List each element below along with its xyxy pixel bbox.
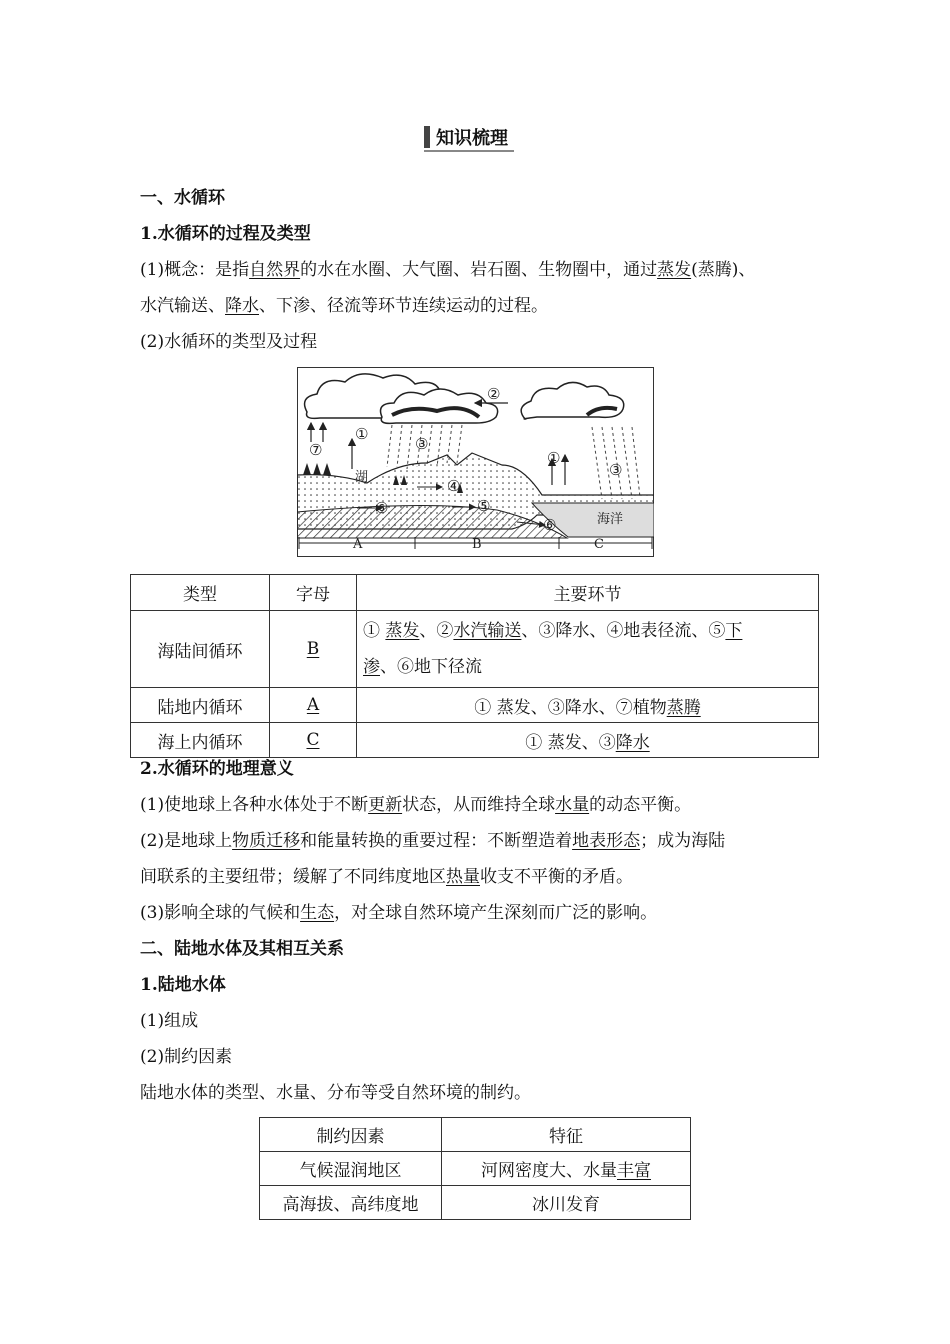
text: 水汽输送、 [140,296,225,316]
col-header: 主要环节 [357,575,819,611]
answer-blank: 水量 [555,795,590,815]
text: ① [363,621,386,641]
text: 的水在水圈、大气圈、岩石圈、生物圈中，通过 [300,260,658,280]
answer-blank: 渗 [363,657,380,677]
cell-factor: 气候湿润地区 [260,1152,442,1186]
col-header: 类型 [131,575,270,611]
text: (3)影响全球的气候和 [140,903,301,923]
subsection-title: 1.陆地水体 [140,975,226,995]
marker-6b: ⑥ [543,516,557,534]
text: (蒸腾)、 [691,260,756,280]
col-header: 制约因素 [260,1118,442,1152]
text: 、② [419,621,454,641]
marker-6: ⑥ [375,499,389,517]
table-header-row [131,575,819,611]
answer-blank: 丰富 [617,1161,651,1181]
answer-blank: 物质迁移 [232,831,301,851]
col-header: 字母 [270,575,357,611]
text: 河网密度大、水量 [481,1161,617,1181]
text: 的动态平衡。 [589,795,692,815]
cell-type: 海上内循环 [131,723,270,758]
answer-blank: 地表形态 [572,831,641,851]
text: 和能量转换的重要过程：不断塑造着 [300,831,573,851]
section1-heading: 一、水循环 [140,188,225,208]
text: 、下渗、径流等环节连续运动的过程。 [259,296,548,316]
text: (1)使地球上各种水体处于不断 [140,795,369,815]
cell-stages [357,611,819,688]
answer-blank: 下 [725,621,743,641]
answer-blank: 降水 [225,296,259,316]
factors-table [259,1117,691,1220]
item-composition: (1)组成 [140,1011,199,1031]
cell-type: 陆地内循环 [131,688,270,723]
answer-blank: 蒸发 [657,260,692,280]
item-factors: (2)制约因素 [140,1047,233,1067]
cell-letter: A [270,688,357,723]
water-cycle-diagram [297,367,654,557]
concept-line2 [140,296,548,316]
label-ocean: 海洋 [597,512,624,527]
badge-bar [424,126,430,148]
cycle-types-table [130,574,819,758]
text: (2)是地球上 [140,831,233,851]
cell-feature [442,1186,691,1220]
answer-blank: 蒸腾 [666,697,701,718]
answer-blank: 生态 [300,903,335,923]
label-a: A [353,537,363,552]
marker-5: ⑤ [477,497,491,515]
text: 状态，从而维持全球 [402,795,556,815]
table-row [131,723,819,758]
text: ① 蒸发、③ [525,732,616,753]
text: 、③降水、④地表径流、⑤ [521,621,726,641]
text: 冰川发育 [532,1195,600,1215]
answer-blank: 水汽输送 [453,621,522,641]
text: 间联系的主要纽带；缓解了不同纬度地区 [140,867,446,887]
types-title: (2)水循环的类型及过程 [140,332,318,352]
answer-blank: 自然界 [249,260,301,280]
text: ；成为海陆 [640,831,726,851]
meaning-2-cont [140,867,633,887]
marker-7: ⑦ [309,441,323,459]
marker-3b: ③ [609,461,623,479]
col-header: 特征 [442,1118,691,1152]
marker-3: ③ [415,435,429,453]
meaning-3 [140,903,657,923]
table-row [131,688,819,723]
cell-type: 海陆间循环 [131,611,270,688]
subsection-title: 2.水循环的地理意义 [140,759,294,779]
cell-stages [357,723,819,758]
badge-title: 知识梳理 [436,128,508,149]
table-row [131,611,819,688]
label-lake: 湖 [355,470,369,485]
cell-feature [442,1152,691,1186]
cell-factor: 高海拔、高纬度地 [260,1186,442,1220]
meaning-1 [140,795,691,815]
meaning-2 [140,831,725,851]
text: (1)概念：是指 [140,260,250,280]
answer-blank: 降水 [615,732,650,753]
marker-4: ④ [447,477,461,495]
text: 、⑥地下径流 [380,657,482,677]
table-row [260,1186,691,1220]
section2-heading: 二、陆地水体及其相互关系 [140,939,344,959]
cell-stages [357,688,819,723]
factors-description: 陆地水体的类型、水量、分布等受自然环境的制约。 [140,1083,531,1103]
cell-letter: B [270,611,357,688]
text: ，对全球自然环境产生深刻而广泛的影响。 [334,903,658,923]
marker-1: ① [355,425,369,443]
cell-letter: C [270,723,357,758]
answer-blank: 更新 [368,795,403,815]
subsection-title: 1.水循环的过程及类型 [140,224,311,244]
text: 收支不平衡的矛盾。 [480,867,633,887]
marker-2: ② [487,385,501,403]
marker-1b: ① [547,449,561,467]
label-c: C [594,537,604,552]
text: ① 蒸发、③降水、⑦植物 [474,697,667,718]
section-badge [424,124,514,152]
table-header-row [260,1118,691,1152]
answer-blank: 热量 [446,867,480,887]
answer-blank: 蒸发 [385,621,420,641]
label-b: B [472,537,482,552]
concept-line1 [140,260,755,280]
table-row [260,1152,691,1186]
